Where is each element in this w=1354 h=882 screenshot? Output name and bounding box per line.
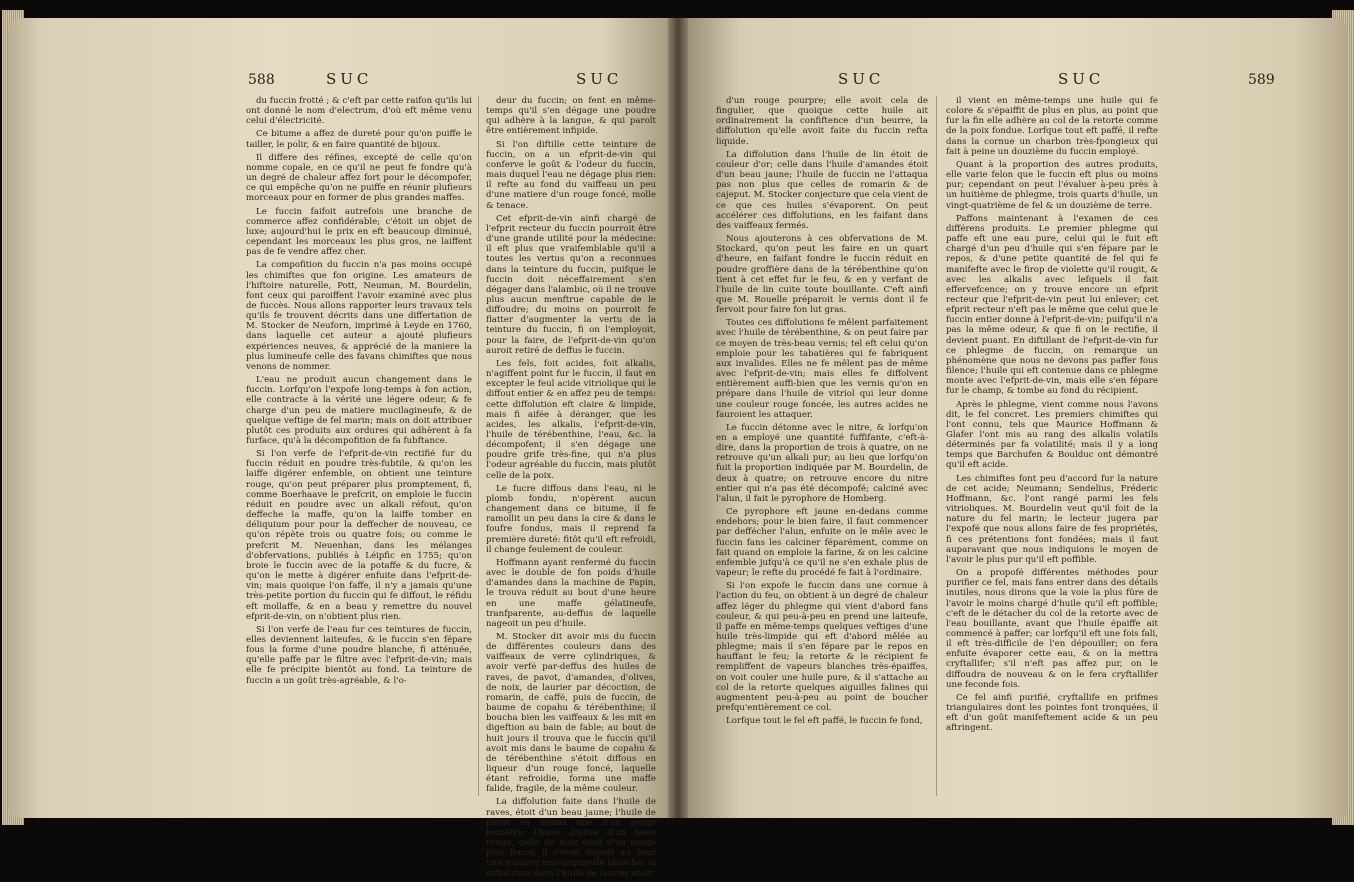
right-page-column-1 bbox=[716, 96, 928, 729]
right-page-column-2 bbox=[946, 96, 1158, 737]
column-rule bbox=[478, 96, 479, 796]
paragraph: M. Stocker dit avoir mis du fuccin de différentes couleurs dans des vaiffeaux de verre cylindriques, & avoir verfé par-deffus des huiles de raves, de pavot, d'amandes, d'olives, de noix, de laurier par décoction, de romarin, de caffé, puis de fuccin, de baume de copahu & térébenthine; il boucha bien les vaiffeaux & les mit en digeftion au bain de fable; au bout de huit jours il trouva que le fuccin qu'il avoit mis dans le baume de copahu & de térébenthine s'étoit diffous en liqueur d'un rouge foncé, laquelle étant refroidie, forma une maffe falide, fragile, de la même couleur. bbox=[486, 631, 656, 795]
paragraph: du fuccin frotté ; & c'eft par cette raifon qu'ils lui ont donné le nom d'electrum, d'où eft même venu celui d'électricité. bbox=[246, 96, 472, 127]
paragraph: Les chimiftes font peu d'accord fur la nature de cet acide; Neumann; Sendelius, Fréderic Hoffmann, &c. l'ont rangé parmi les fels vitrioliques. M. Bourdelin veut qu'il foit de la nature du fel marin; le lecteur jugera par l'expofé que nous allons faire de fes propriétés, fi ces prétentions font fondées; mais il faut auparavant que nous indiquions le moyen de l'avoir le plus pur qu'il eft poffible. bbox=[946, 473, 1158, 565]
paragraph: Les fels, foit acides, foit alkalis, n'agiffent point fur le fuccin, il faut en excepter le feul acide vitriolique qui le diffout entier & en affez peu de temps: cette diffolution eft claire & limpide, mais fi aifée à déranger, que les acides, les alkalis, l'efprit-de-vin, l'huile de térébenthine, l'eau, &c. la décompofent; il s'en dégage une poudre grife très-fine, qui n'a plus l'odeur agréable du fuccin, mais plutôt celle de la poix. bbox=[486, 358, 656, 481]
paragraph: Ce pyrophore eft jaune en-dedans comme endehors; pour le bien faire, il faut commencer par deffécher l'alun, enfuite on le mêle avec le fuccin fans les calciner féparément, comme on fait quand on emploie la farine, & on les calcine enfemble jufqu'à ce qu'il ne s'en exhale plus de vapeur; le refte du procédé fe fait à l'ordinaire. bbox=[716, 507, 928, 579]
paragraph: Si l'on verfe de l'efprit-de-vin rectifié fur du fuccin réduit en poudre très-fubtile, & qu'on les laiffe digérer enfemble, on obtient une teinture rouge, qu'on peut préparer plus promptement, fi, comme Boerhaave le prefcrit, on emploie le fuccin réduit en poudre avec un alkali réfout, qu'on deffeche la maffe, qu'on la laiffe tomber en déliquium pour pour la deffecher de nouveau, ce qu'on répète trois ou quatre fois; ou comme le prefcrit M. Neuenhan, dans les mélanges d'obfervations, publiés à Léipfic en 1755; qu'on broie le fuccin avec de la potaffe & du fucre, & qu'on le mette à digérer enfuite dans l'efprit-de-vin; mais quoique l'on faffe, il n'y a jamais qu'une très-petite portion du fuccin qui fe diffout, le réfidu eft mollaffe, & en a beau y remettre du nouvel efprit-de-vin, on n'obtient plus rien. bbox=[246, 449, 472, 622]
paragraph: Le fucre diffous dans l'eau, ni le plomb fondu, n'opèrent aucun changement dans ce bitume, il fe ramollit un peu dans la cire & dans le foufre fondus, mais il reprend fa première dureté: fitôt qu'il eft refroidi, il change feulement de couleur. bbox=[486, 483, 656, 555]
running-head-right-1: SUC bbox=[838, 70, 885, 88]
left-page-header bbox=[8, 70, 668, 92]
paragraph: Si l'on expofe le fuccin dans une cornue à l'action du feu, on obtient à un degré de chaleur affez léger du phlegme qui vient d'abord fans couleur, & qui peu-à-peu en prend une laiteufe, il paffe en même-temps quelques veftiges d'une huile très-limpide qui eft d'abord mêlée au phlegme; mais il s'en fépare par le repos en hauffant le feu; la retorte & le récipient fe rempliffent de vapeurs blanches très-épaiffes, on voit couler une huile pure, & il s'attache au col de la retorte quelques aiguilles falines qui augmentent peu-à-peu au point de boucher prefqu'entièrement ce col. bbox=[716, 581, 928, 714]
book-gutter bbox=[668, 18, 688, 818]
paragraph: Paffons maintenant à l'examen de ces différens produits. Le premier phlegme qui paffe eft une eau pure, celui qui le fuit eft chargé d'un peu d'huile qui s'en fépare par le repos, & d'une petite quantité de fel qui fe manifefte avec le firop de violette qu'il rougit, & avec les alkalis avec lefquels il fait effervefcence; on y trouve encore un efprit recteur que l'efprit-de-vin peut lui enlever; cet efprit recteur n'eft pas le même que celui que le fuccin entier donne à l'efprit-de-vin; puifqu'il n'a pas la même odeur, & que fi on le rectifie, il devient puant. En diftillant de l'efprit-de-vin fur ce phlegme de fuccin, on remarque un phénomène que nous ne devons pas paffer fous filence; l'huile qui eft contenue dans ce phlegme monte avec l'efprit-de-vin, mais elle s'en fépare fur le champ, & tombe au fond du récipient. bbox=[946, 213, 1158, 397]
right-page-header bbox=[688, 70, 1348, 92]
paragraph: Ce bitume a affez de dureté pour qu'on puiffe le tailler, le polir, & en faire quantité de bijoux. bbox=[246, 129, 472, 150]
paragraph: On a propofé différentes méthodes pour purifier ce fel, mais fans entrer dans des détails inutiles, nous dirons que la voie la plus fûre de l'avoir le moins chargé d'huile qu'il eft poffible; c'eft de le détacher du col de la retorte avec de l'eau bouillante, avant que l'huile épaiffe ait commencé à paffer; car lorfqu'il eft une fois fali, il eft très-difficile de l'en dépouiller; on fera enfuite évaporer cette eau, & on la mettra cryftallifer; s'il n'eft pas affez pur, on le diffoudra de nouveau & on le fera cryftallifer une feconde fois. bbox=[946, 568, 1158, 690]
paragraph: Ce fel ainfi purifié, cryftallife en prifmes triangulaires dont les pointes font tronquées, il eft d'un goût manifeftement acide & un peu aftringent. bbox=[946, 692, 1158, 734]
paragraph: Cet efprit-de-vin ainfi chargé de l'efprit recteur du fuccin pourroit être d'une grande utilité pour la médecine: il eft plus que vraifemblable qu'il a toutes les vertus qu'on a reconnues dans la teinture du fuccin, puifque le fuccin doit néceffairement s'en dégager dans l'alambic, où il ne trouve plus aucun menftrue capable de le diffoudre; du moins on pourroit fe flatter d'augmenter la vertu de la teinture du fuccin, fi on l'employoit, pour la faire, de l'efprit-de-vin qu'on auroit retiré de deffus le fuccin. bbox=[486, 213, 656, 356]
paragraph: La diffolution faite dans l'huile de raves, étoit d'un beau jaune; l'huile de pavot en donna une d'un rouge jaunâtre; l'huile d'olive d'un beau rouge, celle de noix étoit d'un rouge plus foncé; il s'étoit dépofé au fond une matiere mucilagineufe blanche; la diffolution dans l'huile de laurier étoit bbox=[486, 797, 656, 879]
paragraph: Si l'on verfe de l'eau fur ces teintures de fuccin, elles deviennent laiteufes, & le fuccin s'en fépare fous la forme d'une poudre blanche, fi atténuée, qu'elle paffe par le filtre avec l'efprit-de-vin; mais elle fe précipite bientôt au fond. La teinture de fuccin a un goût très-agréable, & l'o- bbox=[246, 624, 472, 686]
page-number-left: 588 bbox=[248, 72, 275, 88]
running-head-left-1: SUC bbox=[326, 70, 373, 88]
open-book bbox=[8, 18, 1348, 879]
paragraph: Toutes ces diffolutions fe mêlent parfaitement avec l'huile de térébenthine, & on peut faire par ce moyen de très-beau vernis; tel eft celui qu'on emploie pour les tabatières qui fe fabriquent aux invalides. Elles ne fe mêlent pas de même avec l'efprit-de-vin; mais elles fe diffolvent entièrement auffi-bien que les vernis qu'on en prépare dans l'huile de vitriol qui leur donne une couleur rouge foncée, les autres acides ne fauroient les attaquer. bbox=[716, 318, 928, 420]
running-head-right-2: SUC bbox=[1058, 70, 1105, 88]
paragraph: Lorfque tout le fel eft paffé, le fuccin fe fond, bbox=[726, 716, 923, 727]
paragraph: Hoffmann ayant renfermé du fuccin avec le double de fon poids d'huile d'amandes dans la machine de Papin, le trouva réduit au bout d'une heure en une maffe gélatineufe, tranfparente, au-deffus de laquelle nageoit un peu d'huile. bbox=[486, 557, 656, 629]
paragraph: Quant à la proportion des autres produits, elle varie felon que le fuccin eft plus ou moins pur; cependant on peut l'évaluer à-peu près à un huitième de phlegme, trois quarts d'huile, un vingt-quatrième de fel & un douzième de terre. bbox=[946, 159, 1158, 211]
right-page bbox=[688, 18, 1348, 818]
left-page bbox=[8, 18, 668, 879]
paragraph: il vient en même-temps une huile qui fe colore & s'épaiffit de plus en plus, au point que fur la fin elle adhère au col de la retorte comme de la poix fondue. Lorfque tout eft paffé, il refte dans la cornue un charbon très-fpongieux qui fait à peine un douzième du fuccin employé. bbox=[946, 96, 1158, 157]
paragraph: La compofition du fuccin n'a pas moins occupé les chimiftes que fon origine. Les amateurs de l'hiftoire naturelle, Pott, Neuman, M. Bourdelin, font ceux qui paroiffent l'avoir examiné avec plus de fuccès. Nous allons rapporter leurs travaux tels qu'ils fe trouvent décrits dans une differtation de M. Stocker de Neuforn, imprimé à Leyde en 1760, dans laquelle cet auteur a ajouté plufieurs expériences neuves, & apprécié de la maniere la plus lumineufe celle des favans chimiftes que nous venons de nommer. bbox=[246, 260, 472, 372]
page-number-right: 589 bbox=[1248, 72, 1275, 88]
left-page-column-1 bbox=[246, 96, 472, 689]
left-page-column-2 bbox=[486, 96, 656, 882]
paragraph: Il differe des réfines, excepté de celle qu'on nomme copale, en ce qu'il ne peut fe fondre qu'à un degré de chaleur affez fort pour le décompofer, ce qui empêche qu'on ne puiffe en réunir plufieurs morceaux pour en former de plus grandes maffes. bbox=[246, 152, 472, 204]
paragraph: Le fuccin détonne avec le nitre, & lorfqu'on en a employé une quantité fuffifante, c'eft-à-dire, dans la proportion de trois à quatre, on ne retrouve qu'un alkali pur; au lieu que lorfqu'on fuit la proportion indiquée par M. Bourdelin, de deux à quatre; on retrouve encore du nitre entier qui n'a pas été décompofé; calciné avec l'alun, il fait le pyrophore de Homberg. bbox=[716, 422, 928, 504]
paragraph: L'eau ne produit aucun changement dans le fuccin. Lorfqu'on l'expofe long-temps à fon action, elle contracte à la vérité une légere odeur, & fe charge d'un peu de matiere mucilagineufe, & de quelque veftige de fel marin; mais on doit attribuer plutôt ces produits aux ordures qui adhèrent à fa furface, qu'à la décompofition de fa fubftance. bbox=[246, 375, 472, 446]
paragraph: d'un rouge pourpre; elle avoit cela de fingulier, que quoique cette huile ait ordinairement la confiftence d'un beurre, la diffolution qu'elle avoit faite du fuccin refta liquide. bbox=[716, 96, 928, 147]
column-rule bbox=[936, 96, 937, 796]
paragraph: Le fuccin faifoit autrefois une branche de commerce affez confidérable; c'étoit un objet de luxe; aujourd'hui le prix en eft beaucoup diminué, cependant les morceaux les plus gros, ne laiffent pas de fe vendre affez cher. bbox=[246, 206, 472, 258]
paragraph: deur du fuccin; on fent en même-temps qu'il s'en dégage une poudre qui adhère à la langue, & qui paroît être entièrement infipide. bbox=[486, 96, 656, 137]
paragraph: Après le phlegme, vient comme nous l'avons dit, le fel concret. Les premiers chimiftes qui l'ont connu, tels que Maurice Hoffmann & Glafer l'ont mis au rang des alkalis volatils déterminés par fa volatilité; mais il y a long temps que Barchufen & Boulduc ont démontré qu'il eft acide. bbox=[946, 399, 1158, 471]
paragraph: Nous ajouterons à ces obfervations de M. Stockard, qu'on peut les faire en un quart d'heure, en faifant fondre le fuccin réduit en poudre groffière dans de la térébenthine qu'on tient à cet effet fur le feu, & en y verfant de l'huile de lin cuite toute bouillante. C'eft ainfi que M. Rouelle préparoit le vernis dont il fe fervoit pour faire fon lut gras. bbox=[716, 234, 928, 316]
paragraph: La diffolution dans l'huile de lin étoit de couleur d'or; celle dans l'huile d'amandes étoit d'un beau jaune; l'huile de fuccin ne l'attaqua pas non plus que celles de romarin & de cajeput. M. Stocker conjecture que cela vient de ce que ces huiles s'évaporent. On peut accélérer ces diffolutions, en les faifant dans des vaiffeaux fermés. bbox=[716, 149, 928, 231]
running-head-left-2: SUC bbox=[576, 70, 623, 88]
paragraph: Si l'on diftille cette teinture de fuccin, on a un efprit-de-vin qui conferve le goût & l'odeur du fuccin, mais duquel l'eau ne dégage plus rien: il refte au fond du vaiffeau un peu d'une matiere d'un rouge foncé, molle & tenace. bbox=[486, 139, 656, 211]
